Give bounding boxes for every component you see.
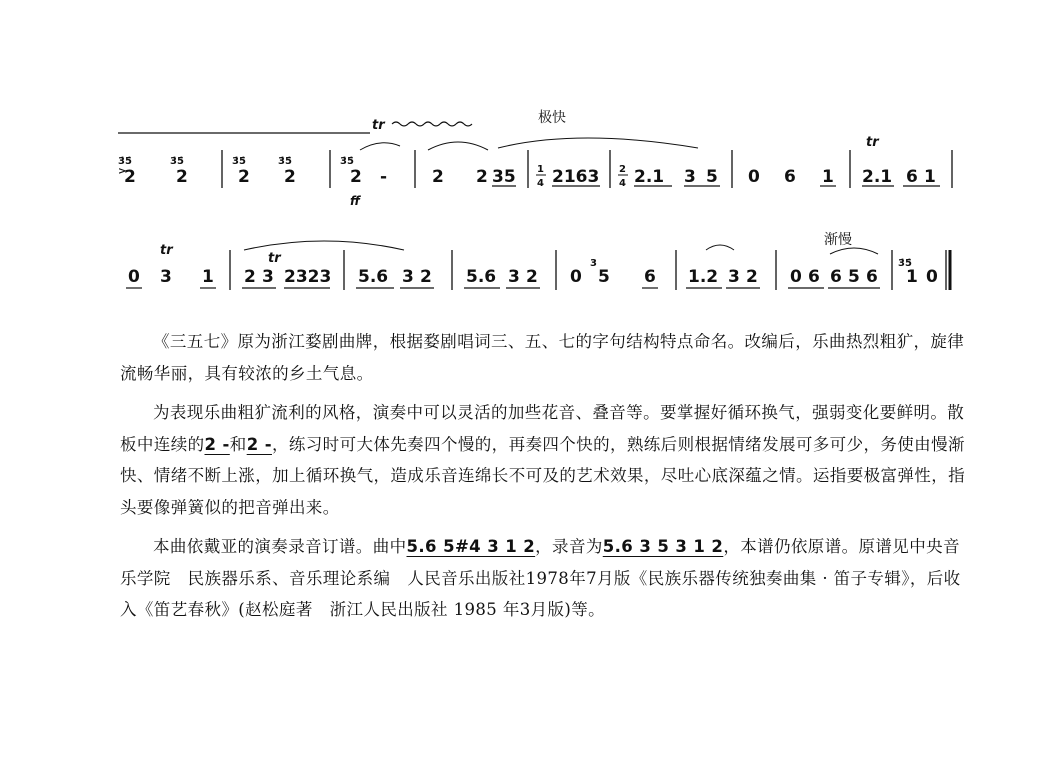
paragraph-technique: 为表现乐曲粗犷流利的风格，演奏中可以灵活的加些花音、叠音等。要掌握好循环换气，强弱变化要鲜明。散板中连续的2 -和2 -，练习时可大体先奏四个慢的，再奏四个快的，熟练后则根据情绪发展可多可少，务使由慢渐快、情绪不断上涨，加上循环换气，造成乐音连绵长不可及的艺术效果，尽吐心底深蕴之情。运指要极富弹性，指头要像弹簧似的把音弹出来。 — [120, 403, 965, 517]
svg-text:6: 6 — [866, 267, 878, 287]
grace-group-2 — [232, 155, 296, 187]
svg-text:3̇5̇: 3̇5̇ — [278, 156, 292, 167]
tempo-fast: 极快 — [538, 110, 566, 126]
svg-text:1.2: 1.2 — [688, 267, 719, 287]
svg-text:1: 1 — [906, 267, 918, 287]
svg-text:2: 2 — [350, 167, 362, 187]
paragraph-origin: 《三五七》原为浙江婺剧曲牌，根据婺剧唱词三、五、七的字句结构特点命名。改编后，乐曲热烈粗犷，旋律流畅华丽，具有较浓的乡土气息。 — [120, 332, 965, 383]
svg-text:2: 2 — [476, 167, 488, 187]
svg-text:2: 2 — [176, 167, 188, 187]
svg-text:6: 6 — [784, 167, 796, 187]
svg-text:6: 6 — [808, 267, 820, 287]
svg-text:6: 6 — [830, 267, 842, 287]
svg-text:5.6: 5.6 — [466, 267, 497, 287]
svg-text:2: 2 — [619, 164, 626, 175]
trill-mark: tr — [372, 118, 385, 133]
svg-text:>: > — [118, 166, 127, 177]
svg-text:5: 5 — [848, 267, 860, 287]
svg-text:35: 35 — [492, 167, 516, 187]
svg-text:3: 3 — [508, 267, 520, 287]
inline-notation: 2 - — [246, 434, 272, 454]
svg-text:2: 2 — [420, 267, 432, 287]
svg-text:3̇5̇: 3̇5̇ — [118, 156, 132, 167]
music-score — [0, 0, 1041, 320]
svg-text:2: 2 — [244, 267, 256, 287]
svg-text:3: 3 — [728, 267, 740, 287]
svg-text:6: 6 — [906, 167, 918, 187]
svg-text:tr: tr — [268, 251, 281, 266]
svg-text:1: 1 — [924, 167, 936, 187]
svg-text:5: 5 — [706, 167, 718, 187]
svg-text:2: 2 — [746, 267, 758, 287]
svg-text:1: 1 — [822, 167, 834, 187]
svg-text:3: 3 — [684, 167, 696, 187]
inline-notation: 5.6 5#4 3 1 2 — [406, 537, 536, 556]
inline-notation: 2 - — [204, 434, 230, 454]
jianpu-notation — [0, 0, 1041, 320]
svg-text:4: 4 — [619, 178, 626, 189]
svg-text:tr: tr — [160, 243, 173, 258]
svg-text:2: 2 — [238, 167, 250, 187]
trill-wave — [392, 122, 472, 126]
svg-text:0: 0 — [570, 267, 582, 287]
svg-text:3̇5̇: 3̇5̇ — [170, 156, 184, 167]
svg-text:2: 2 — [284, 167, 296, 187]
svg-text:4: 4 — [537, 178, 544, 189]
svg-text:2.1: 2.1 — [862, 167, 893, 187]
svg-text:3̇5̇: 3̇5̇ — [340, 156, 354, 167]
svg-text:-: - — [380, 167, 388, 187]
svg-text:0: 0 — [128, 267, 140, 287]
tempo-slow: 渐慢 — [824, 232, 852, 248]
svg-text:1: 1 — [202, 267, 214, 287]
svg-text:2.1: 2.1 — [634, 167, 665, 187]
paragraph-source: 本曲依戴亚的演奏录音订谱。曲中5.6 5#4 3 1 2，录音为5.6 3 5 3 1 2，本谱仍依原谱。原谱见中央音乐学院 民族器乐系、音乐理论系编 人民音乐出版社1978年7月版《民族乐器传统独奏曲集 · 笛子专辑》，后收入《笛艺春秋》(赵松庭著 浙江人民出版社 1985 年3月版)等。 — [120, 537, 961, 619]
svg-text:3: 3 — [262, 267, 274, 287]
svg-text:2: 2 — [432, 167, 444, 187]
svg-text:1: 1 — [537, 164, 544, 175]
svg-text:0: 0 — [790, 267, 802, 287]
svg-text:3: 3 — [402, 267, 414, 287]
commentary — [120, 326, 970, 626]
svg-text:6: 6 — [644, 267, 656, 287]
svg-text:3̇5̇: 3̇5̇ — [898, 258, 912, 269]
svg-text:tr: tr — [866, 135, 879, 150]
svg-text:0: 0 — [748, 167, 760, 187]
svg-text:5: 5 — [598, 267, 610, 287]
svg-text:0: 0 — [926, 267, 938, 287]
svg-text:2323: 2323 — [284, 267, 332, 287]
svg-text:2: 2 — [526, 267, 538, 287]
grace-group-1 — [118, 155, 188, 187]
svg-text:5.6: 5.6 — [358, 267, 389, 287]
svg-text:3̇5̇: 3̇5̇ — [232, 156, 246, 167]
inline-notation: 5.6 3 5 3 1 2 — [602, 537, 724, 556]
svg-text:2163: 2163 — [552, 167, 600, 187]
svg-text:3: 3 — [590, 258, 597, 269]
ff-mark: ff — [350, 194, 360, 208]
svg-text:2: 2 — [124, 167, 136, 187]
svg-text:3: 3 — [160, 267, 172, 287]
